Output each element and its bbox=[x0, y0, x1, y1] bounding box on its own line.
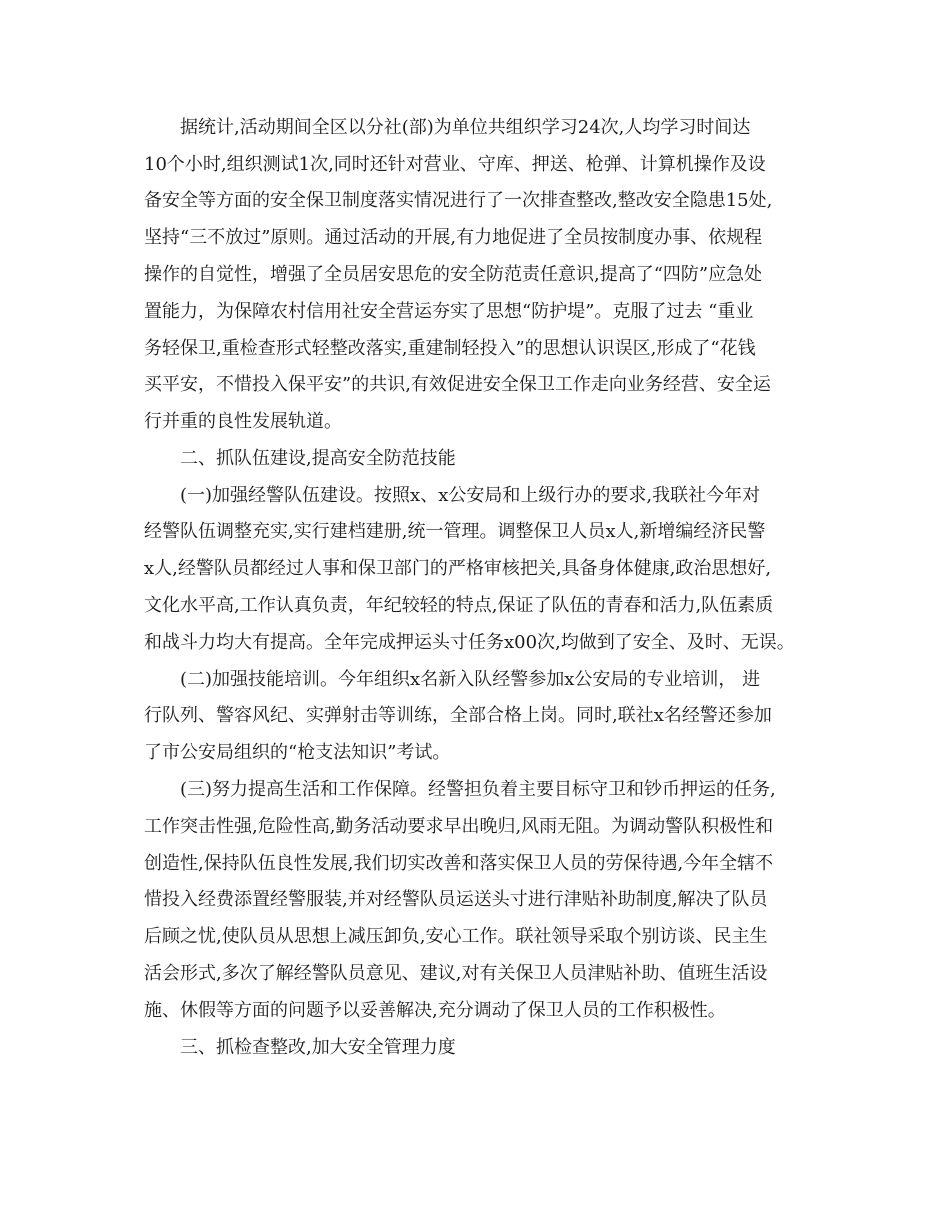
text-line: 务轻保卫,重检查形式轻整改落实,重建制轻投入”的思想认识误区,形成了“花钱 bbox=[144, 338, 756, 359]
section-heading: 二、抓队伍建设,提高安全防范技能 bbox=[180, 448, 456, 469]
text-line: 文化水平高,工作认真负责，年纪较轻的特点,保证了队伍的青春和活力,队伍素质 bbox=[144, 595, 774, 616]
text-line: 施、休假等方面的问题予以妥善解决,充分调动了保卫人员的工作积极性。 bbox=[144, 1000, 726, 1021]
text-line: 创造性,保持队伍良性发展,我们切实改善和落实保卫人员的劳保待遇,今年全辖不 bbox=[144, 853, 774, 874]
text-line: 10个小时,组织测试1次,同时还针对营业、守库、押送、枪弹、计算机操作及设 bbox=[144, 154, 766, 175]
text-line: 行队列、警容风纪、实弹射击等训练，全部合格上岗。同时,联社x名经警还参加 bbox=[144, 705, 772, 726]
text-line: 操作的自觉性，增强了全员居安思危的安全防范责任意识,提高了“四防”应急处 bbox=[144, 264, 763, 285]
text-line: 据统计,活动期间全区以分社(部)为单位共组织学习24次,人均学习时间达 bbox=[180, 117, 751, 138]
text-line: 了市公安局组织的“枪支法知识”考试。 bbox=[144, 742, 451, 763]
text-line: 买平安，不惜投入保平安”的共识,有效促进安全保卫工作走向业务经营、安全运 bbox=[144, 374, 771, 395]
text-line: 经警队伍调整充实,实行建档建册,统一管理。调整保卫人员x人,新增编经济民警 bbox=[144, 521, 766, 542]
text-line: 活会形式,多次了解经警队员意见、建议,对有关保卫人员津贴补助、值班生活设 bbox=[144, 963, 768, 984]
text-line: (二)加强技能培训。今年组织x名新入队经警参加x公安局的专业培训， 进 bbox=[180, 669, 761, 690]
text-line: 备安全等方面的安全保卫制度落实情况进行了一次排查整改,整改安全隐患15处, bbox=[144, 190, 773, 211]
text-line: 坚持“三不放过”原则。通过活动的开展,有力地促进了全员按制度办事、依规程 bbox=[144, 227, 763, 248]
text-line: 和战斗力均大有提高。全年完成押运头寸任务x00次,均做到了安全、及时、无误。 bbox=[144, 632, 795, 653]
text-line: 行并重的良性发展轨道。 bbox=[144, 411, 342, 432]
section-heading: 三、抓检查整改,加大安全管理力度 bbox=[180, 1037, 456, 1058]
text-line: 置能力，为保障农村信用社安全营运夯实了思想“防护堤”。克服了过去 “重业 bbox=[144, 301, 754, 322]
text-line: 工作突击性强,危险性高,勤务活动要求早出晚归,风雨无阻。为调动警队积极性和 bbox=[144, 816, 774, 837]
text-line: (一)加强经警队伍建设。按照x、x公安局和上级行办的要求,我联社今年对 bbox=[180, 485, 761, 506]
text-line: 惜投入经费添置经警服装,并对经警队员运送头寸进行津贴补助制度,解决了队员 bbox=[144, 889, 768, 910]
text-line: (三)努力提高生活和工作保障。经警担负着主要目标守卫和钞币押运的任务, bbox=[180, 779, 776, 800]
text-line: 后顾之忧,使队员从思想上减压卸负,安心工作。联社领导采取个别访谈、民主生 bbox=[144, 926, 768, 947]
text-line: x人,经警队员都经过人事和保卫部门的严格审核把关,具备身体健康,政治思想好, bbox=[144, 558, 772, 579]
